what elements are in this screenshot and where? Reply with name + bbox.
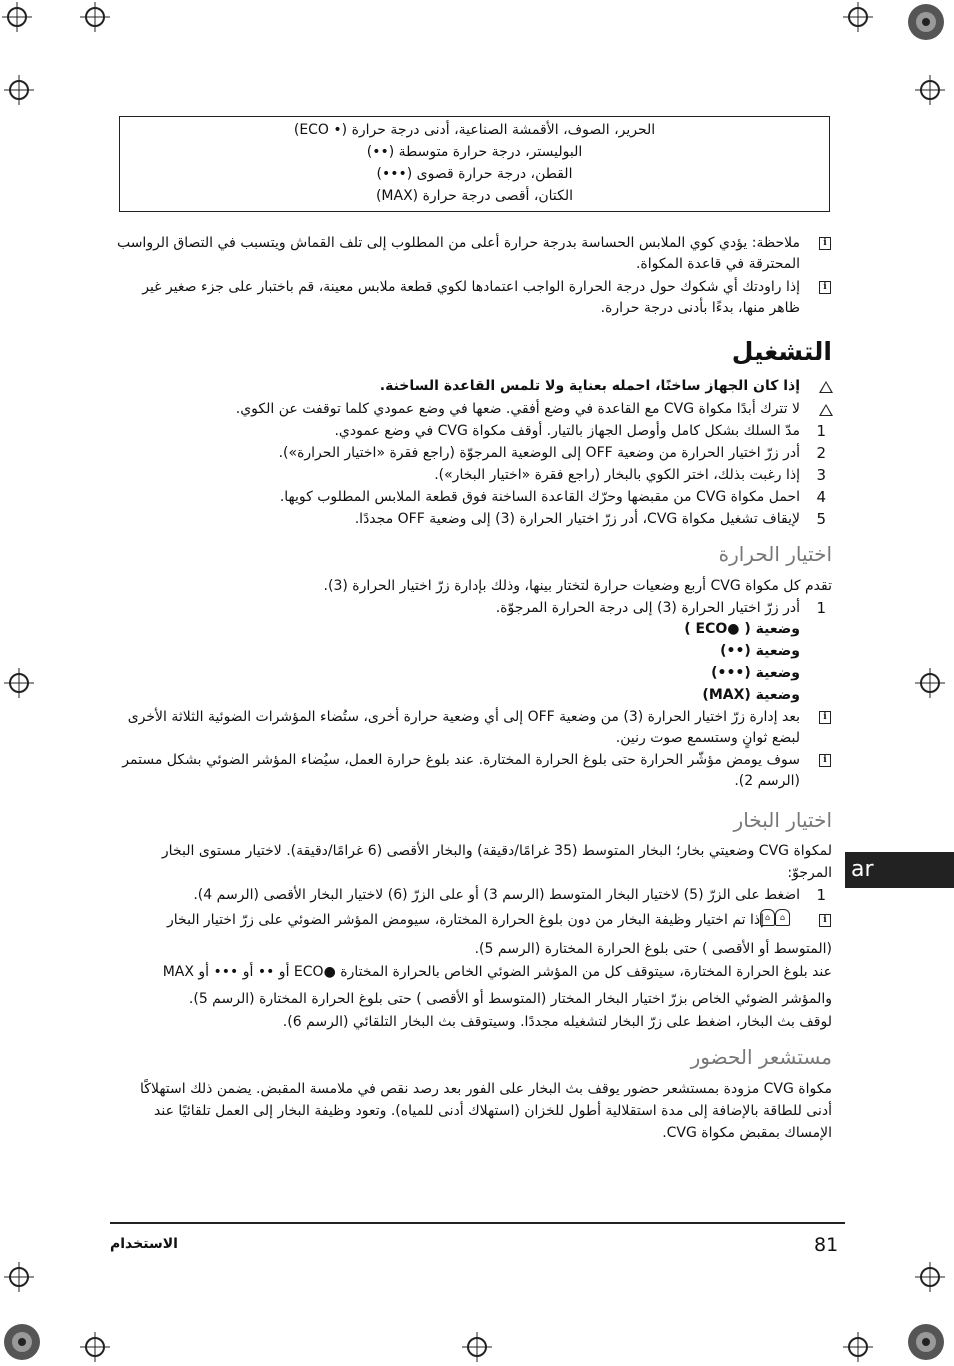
info-icon: i — [819, 237, 831, 250]
steam-button-icons — [760, 907, 790, 926]
page-number: 81 — [814, 1234, 839, 1256]
warning-icon — [819, 381, 833, 393]
registration-mark-icon — [462, 1332, 492, 1362]
registration-mark-icon — [915, 1262, 945, 1292]
info-icon: i — [819, 281, 831, 294]
mode-label: وضعية (•••) — [711, 665, 800, 681]
section-title-sensor: مستشعر الحضور — [690, 1045, 832, 1069]
mode-label: وضعية (••) — [720, 643, 800, 659]
registration-mark-icon — [4, 1262, 34, 1292]
note-text: إذا راودتك أي شكوك حول درجة الحرارة الواجب اعتمادها لكوي قطعة ملابس معينة، قم باختبار على جزء صغير غير ظاهر منها، بدءًا بأدنى درجة حرارة. — [142, 279, 800, 316]
step-text: مدّ السلك بشكل كامل وأوصل الجهاز بالتيار. أوقف مكواة CVG في وضع عمودي. — [334, 423, 800, 439]
step-number: 1 — [816, 886, 826, 904]
paragraph: لمكواة CVG وضعيتي بخار؛ البخار المتوسط (35 غرامًا/دقيقة) والبخار الأقصى (6 غرامًا/دقيقة). لاختيار مستوى البخار المرجوّ: — [161, 843, 832, 881]
warning-text: لا تترك أبدًا مكواة CVG مع القاعدة في وضع أفقي. ضعها في وضع عمودي كلما توقفت عن الكوي. — [235, 401, 800, 417]
color-target-icon — [906, 2, 946, 42]
note-text: ملاحظة: يؤدي كوي الملابس الحساسة بدرجة حرارة أعلى من المطلوب إلى تلف القماش ويتسبب في التصاق الرواسب المحترقة في قاعدة المكواة. — [116, 235, 800, 272]
steam-max-icon: ⌂ — [775, 909, 790, 926]
mode-label: وضعية ( ●ECO ) — [684, 621, 800, 637]
registration-mark-icon — [4, 75, 34, 105]
registration-mark-icon — [80, 2, 110, 32]
note-line: لوقف بث البخار، اضغط على زرّ البخار لتشغيله مجددًا. وسيتوقف بث البخار التلقائي (الرسم 6). — [282, 1014, 832, 1030]
info-icon: i — [819, 754, 831, 767]
step-text: أدر زرّ اختيار الحرارة (3) إلى درجة الحرارة المرجوّة. — [495, 600, 800, 616]
note-line: (المتوسط أو الأقصى ) حتى بلوغ الحرارة المختارة (الرسم 5). — [474, 941, 832, 957]
paragraph: مكواة CVG مزودة بمستشعر حضور يوقف بث البخار على الفور بعد رصد نقص في ملامسة المقبض. يضمن ذلك استهلاكًا أدنى للطاقة بالإضافة إلى مدة استقلالية أطول للخزان (استهلاك أدنى للمياه). وتعود وظيفة البخار إلى العمل تلقائيًا عند الإمساك بمقبض مكواة CVG. — [140, 1081, 832, 1141]
section-title-steam: اختيار البخار — [733, 808, 832, 832]
note-line: إذا تم اختيار وظيفة البخار من دون بلوغ الحرارة المختارة، سيومض المؤشر الضوئي على زرّ اختيار البخار — [167, 912, 764, 928]
note-text: سوف يومض مؤشّر الحرارة حتى بلوغ الحرارة المختارة. عند بلوغ حرارة العمل، سيُضاء المؤشر الضوئي بشكل مستمر (الرسم 2). — [122, 752, 800, 789]
steam-medium-icon: ⌂ — [760, 909, 775, 926]
fabric-row: القطن، درجة حرارة قصوى (•••) — [376, 166, 573, 182]
step-text: لإيقاف تشغيل مكواة CVG، أدر زرّ اختيار الحرارة (3) إلى وضعية OFF مجددًا. — [354, 511, 800, 527]
step-number: 1 — [816, 422, 826, 440]
section-title-operation: التشغيل — [731, 337, 832, 366]
registration-mark-icon — [80, 1332, 110, 1362]
fabric-row: الكتان، أقصى درجة حرارة (MAX) — [375, 188, 574, 204]
step-number: 1 — [816, 599, 826, 617]
footer-title: الاستخدام — [110, 1236, 178, 1252]
step-text: أدر زرّ اختيار الحرارة من وضعية OFF إلى الوضعية المرجوّة (راجع فقرة «اختيار الحرارة»). — [278, 445, 800, 461]
info-icon: i — [819, 711, 831, 724]
step-number: 2 — [816, 444, 826, 462]
warning-icon — [819, 404, 833, 416]
note-text: بعد إدارة زرّ اختيار الحرارة (3) من وضعية OFF إلى أي وضعية حرارة أخرى، ستُضاء المؤشرات الضوئية الثلاثة الأخرى لبضع ثوانٍ وستسمع صوت رنين. — [127, 709, 800, 746]
registration-mark-icon — [843, 1332, 873, 1362]
registration-mark-icon — [915, 75, 945, 105]
note-line: والمؤشر الضوئي الخاص بزرّ اختيار البخار المختار (المتوسط أو الأقصى ) حتى بلوغ الحرارة المختارة (الرسم 5). — [188, 991, 832, 1007]
step-text: اضغط على الزرّ (5) لاختيار البخار المتوسط (الرسم 3) أو على الزرّ (6) لاختيار البخار الأقصى (الرسم 4). — [193, 887, 800, 903]
registration-mark-icon — [843, 2, 873, 32]
fabric-row: الحرير، الصوف، الأقمشة الصناعية، أدنى درجة حرارة (• ECO) — [293, 122, 656, 138]
registration-mark-icon — [2, 2, 32, 32]
warning-text: إذا كان الجهاز ساخنًا، احمله بعناية ولا تلمس القاعدة الساخنة. — [379, 378, 800, 394]
step-text: إذا رغبت بذلك، اختر الكوي بالبخار (راجع فقرة «اختيار البخار»). — [434, 467, 800, 483]
registration-mark-icon — [915, 668, 945, 698]
color-target-icon — [906, 1322, 946, 1362]
step-number: 4 — [816, 488, 826, 506]
step-number: 5 — [816, 510, 826, 528]
fabric-row: البوليستر، درجة حرارة متوسطة (••) — [366, 144, 583, 160]
paragraph: تقدم كل مكواة CVG أربع وضعيات حرارة لتختار بينها، وذلك بإدارة زرّ اختيار الحرارة (3). — [323, 578, 832, 594]
color-target-icon — [2, 1322, 42, 1362]
fabric-temperature-table — [119, 116, 830, 212]
note-line: عند بلوغ الحرارة المختارة، سيتوقف كل من المؤشر الضوئي الخاص بالحرارة المختارة ●ECO أو •• أو ••• أو MAX — [162, 964, 832, 980]
footer-divider — [110, 1222, 845, 1224]
language-tab: ar — [845, 852, 954, 888]
step-text: احمل مكواة CVG من مقبضها وحرّك القاعدة الساخنة فوق قطعة الملابس المطلوب كويها. — [279, 489, 800, 505]
mode-label: وضعية (MAX) — [702, 687, 800, 703]
step-number: 3 — [816, 466, 826, 484]
info-icon: i — [819, 914, 831, 927]
registration-mark-icon — [4, 668, 34, 698]
section-title-temperature: اختيار الحرارة — [718, 542, 832, 566]
